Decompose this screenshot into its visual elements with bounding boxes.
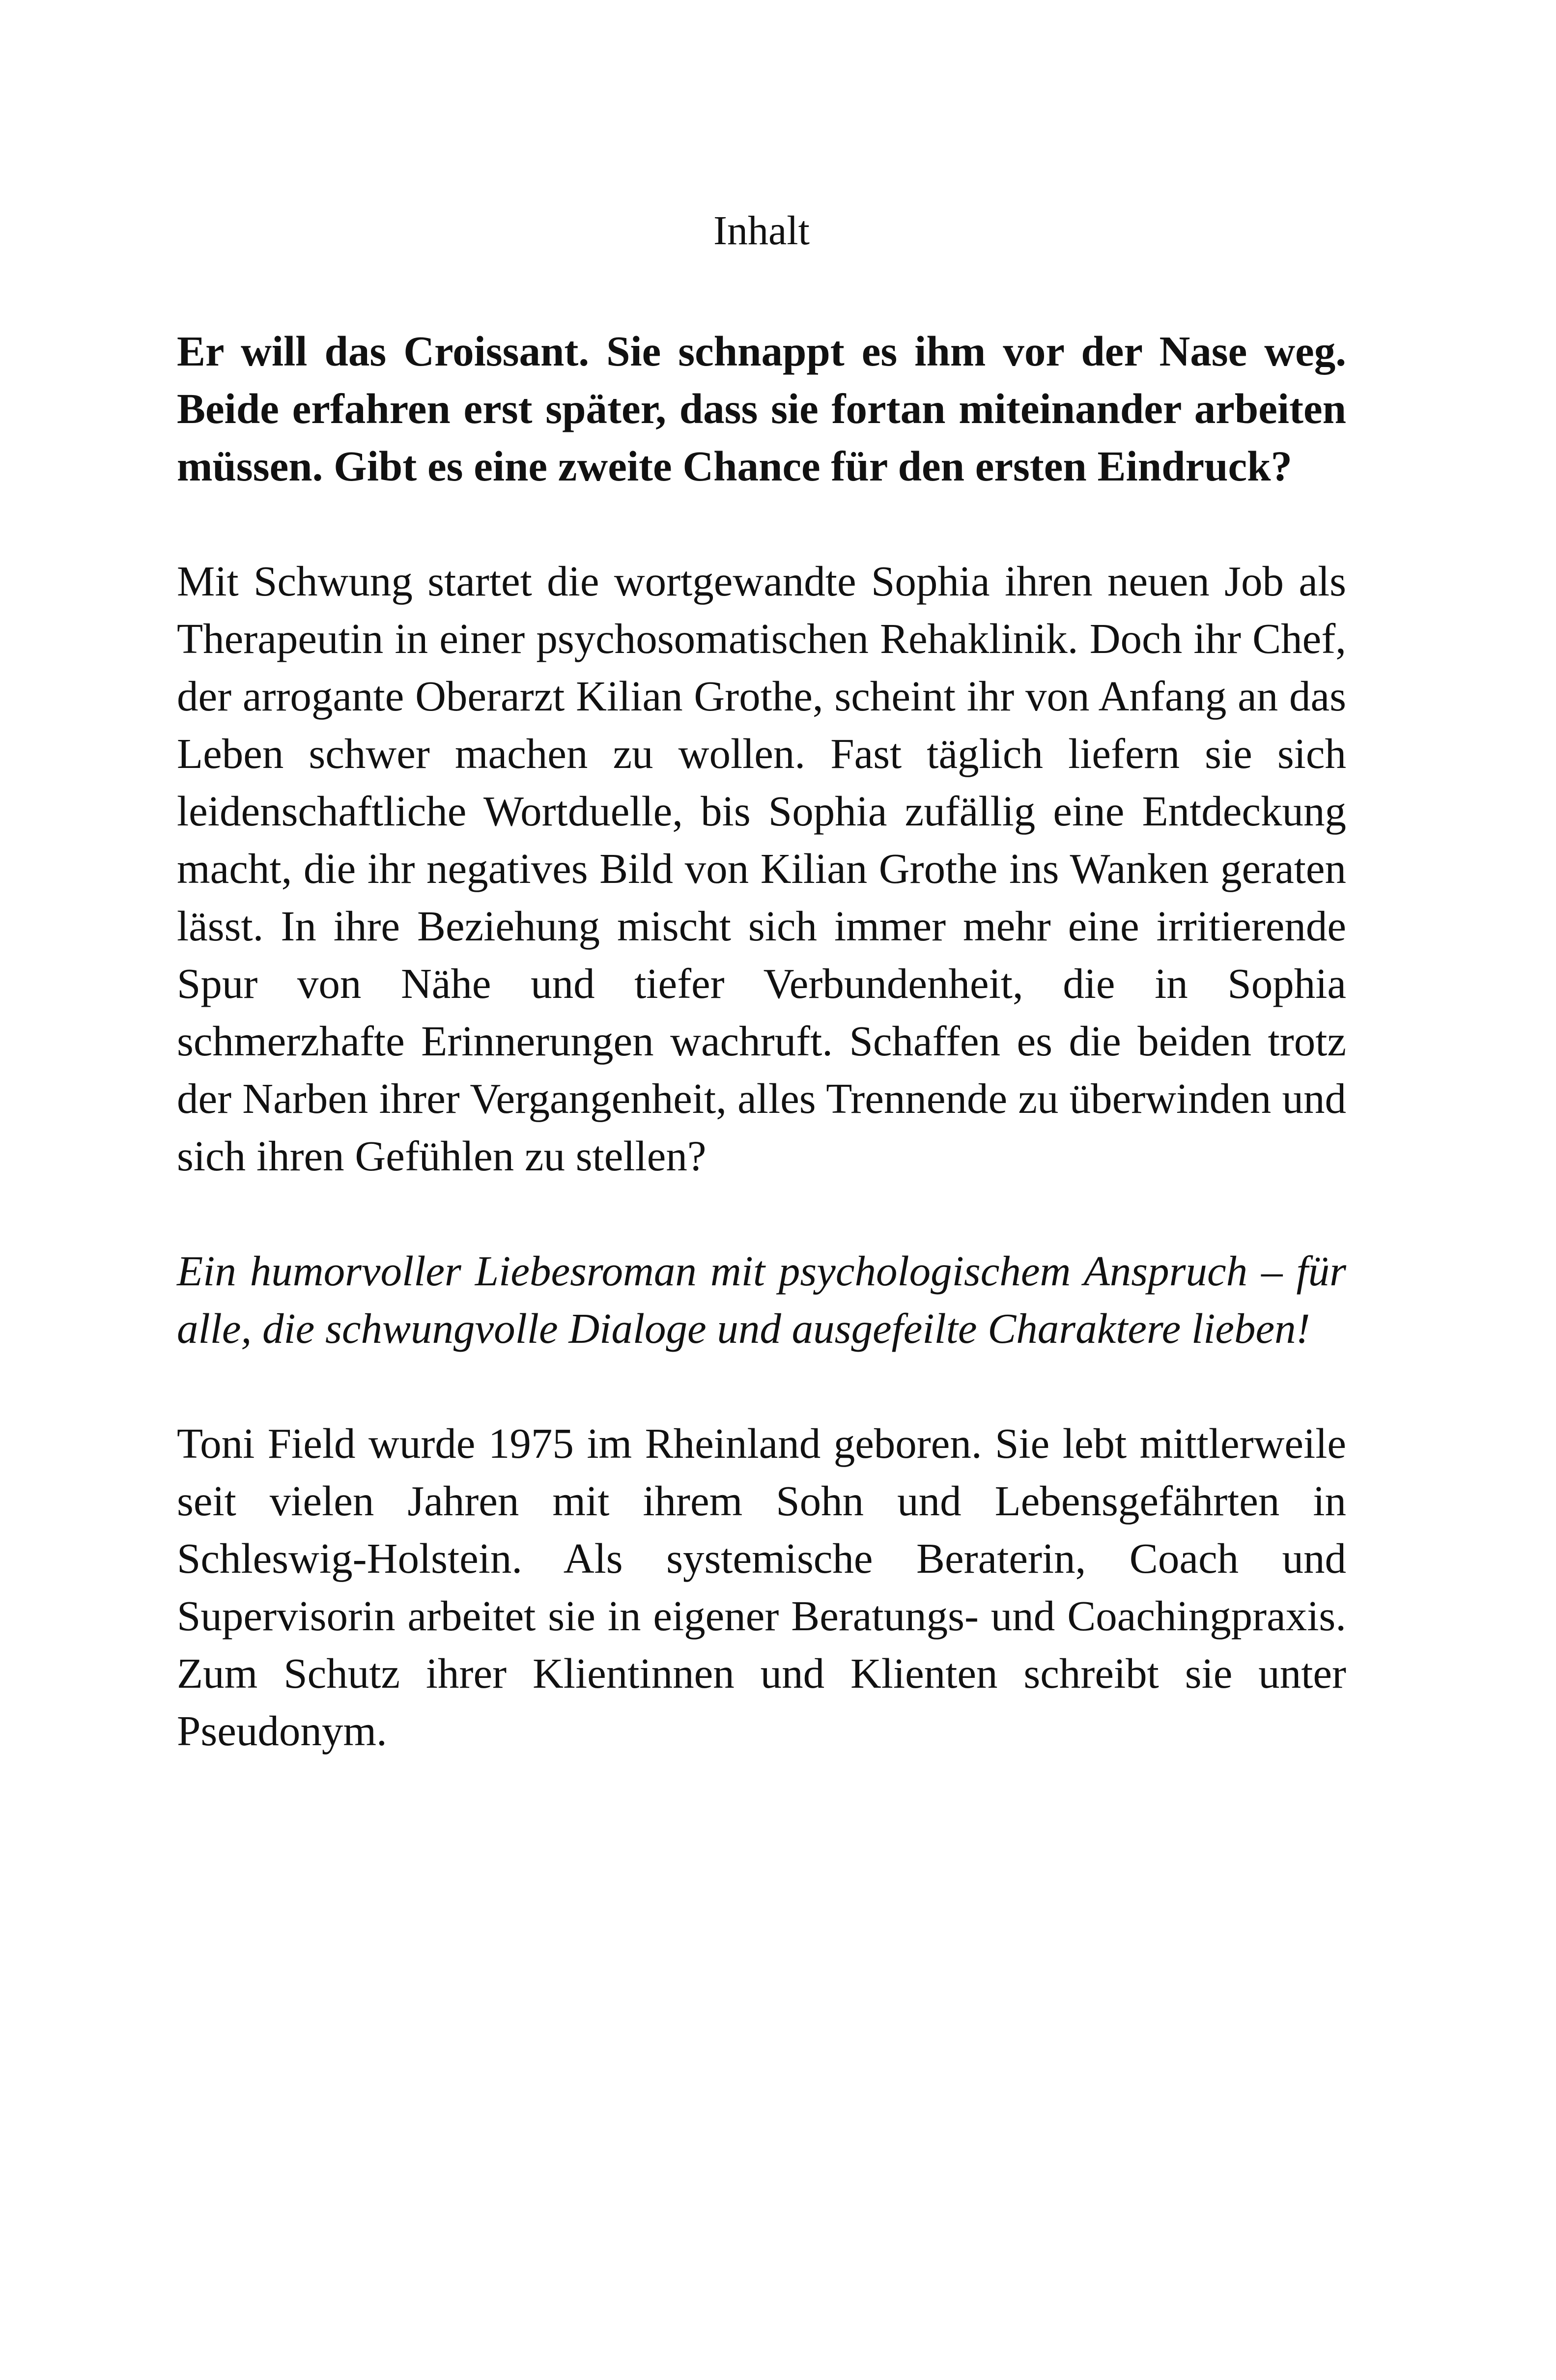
tagline-paragraph: Ein humorvoller Liebesroman mit psychologischem Anspruch – für alle, die schwungvolle Dialoge und ausgefeilte Charaktere lieben! (177, 1247, 1346, 1352)
author-bio-paragraph: Toni Field wurde 1975 im Rheinland geboren. Sie lebt mittlerweile seit vielen Jahren mit ihrem Sohn und Lebensgefährten in Schleswig-Holstein. Als systemische Beraterin, Coach und Supervisorin arbeitet sie in eigener Beratungs- und Coachingpraxis. Zum Schutz ihrer Klientinnen und Klienten schreibt sie unter Pseudonym. (177, 1419, 1346, 1755)
teaser-paragraph: Er will das Croissant. Sie schnappt es ihm vor der Nase weg. Beide erfahren erst später, dass sie fortan miteinander arbeiten müssen. Gibt es eine zweite Chance für den ersten Eindruck? (177, 327, 1346, 490)
page-title: Inhalt (713, 208, 810, 254)
description-paragraph: Mit Schwung startet die wortgewandte Sophia ihren neuen Job als Therapeutin in einer psychosomatischen Rehaklinik. Doch ihr Chef, der arrogante Oberarzt Kilian Grothe, scheint ihr von Anfang an das Leben schwer machen zu wollen. Fast täglich liefern sie sich leidenschaftliche Wortduelle, bis Sophia zufällig eine Entdeckung macht, die ihr negatives Bild von Kilian Grothe ins Wanken geraten lässt. In ihre Beziehung mischt sich immer mehr eine irritierende Spur von Nähe und tiefer Verbundenheit, die in Sophia schmerzhafte Erinnerungen wachruft. Schaffen es die beiden trotz der Narben ihrer Vergangenheit, alles Trennende zu überwinden und sich ihren Gefühlen zu stellen? (177, 557, 1346, 1180)
book-page (177, 206, 1346, 1817)
